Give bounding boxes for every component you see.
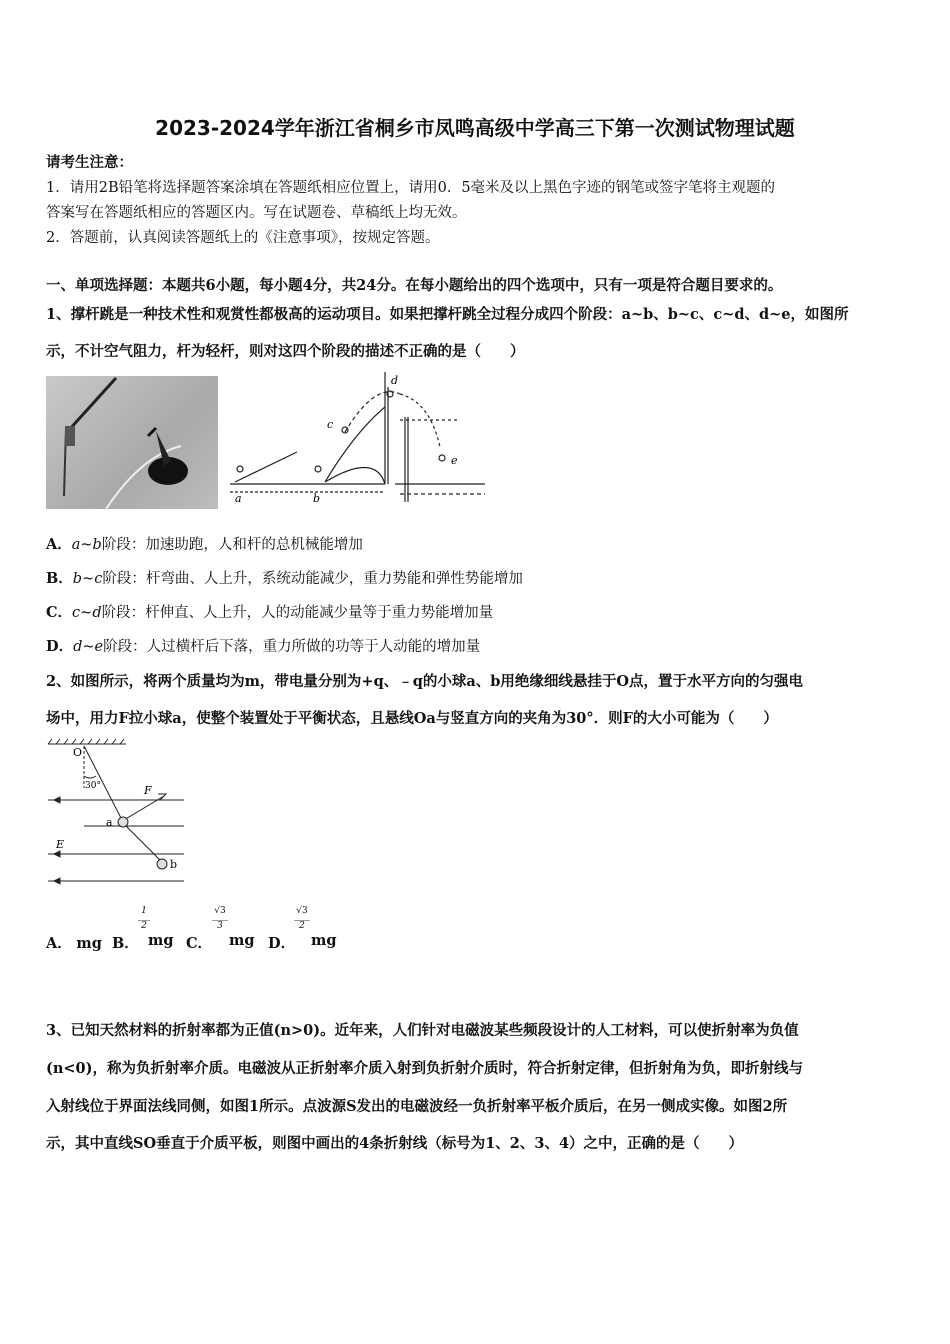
- q2-option-b-text: mg: [148, 932, 174, 949]
- q1-stem-line1: 1、撑杆跳是一种技术性和观赏性都极高的运动项目。如果把撑杆跳全过程分成四个阶段：a~b、b~c、c~d、d~e，如图所: [46, 306, 849, 323]
- label-b: b: [313, 492, 321, 505]
- q1-option-b[interactable]: B．b~c阶段：杆弯曲、人上升，系统动能减少，重力势能和弹性势能增加: [46, 570, 523, 587]
- label-angle: 30°: [85, 781, 101, 791]
- notice-heading: 请考生注意：: [46, 154, 133, 171]
- section-heading: 一、单项选择题：本题共6小题，每小题4分，共24分。在每小题给出的四个选项中，只有一项是符合题目要求的。: [46, 277, 783, 294]
- q2-stem-line1: 2、如图所示，将两个质量均为m，带电量分别为+q、﹣q的小球a、b用绝缘细线悬挂于O点，置于水平方向的匀强电: [46, 673, 804, 690]
- q2-option-a[interactable]: A． mg: [46, 935, 102, 952]
- q2-option-c-text: mg: [229, 932, 255, 949]
- notice-item1-line1: 1．请用2B铅笔将选择题答案涂填在答题纸相应位置上，请用0．5毫米及以上黑色字迹的钢笔或签字笔将主观题的: [46, 180, 776, 196]
- q2-option-c-fraction: $\frac{√3}{3}$: [212, 906, 228, 931]
- label-d: d: [391, 374, 399, 387]
- q3-stem-line2: (n<0)，称为负折射率介质。电磁波从正折射率介质入射到负折射介质时，符合折射定律，但折射角为负，即折射线与: [46, 1060, 803, 1077]
- notice-item1-line2: 答案写在答题纸相应的答题区内。写在试题卷、草稿纸上均无效。: [46, 205, 467, 221]
- label-f: F: [144, 784, 152, 797]
- q3-stem-line4: 示，其中直线SO垂直于介质平板，则图中画出的4条折射线（标号为1、2、3、4）之中，正确的是（ ）: [46, 1135, 744, 1152]
- q2-option-c[interactable]: C．: [186, 935, 213, 952]
- q2-option-d-fraction: $\frac{√3}{2}$: [294, 906, 310, 931]
- q2-option-b[interactable]: B．: [112, 935, 139, 952]
- label-e: e: [451, 454, 458, 467]
- q2-option-d-text: mg: [311, 932, 337, 949]
- q1-option-c[interactable]: C．c~d阶段：杆伸直、人上升，人的动能减少量等于重力势能增加量: [46, 604, 494, 621]
- q1-option-a[interactable]: A．a~b阶段：加速助跑，人和杆的总机械能增加: [46, 536, 363, 553]
- q1-stem-line2: 示，不计空气阻力，杆为轻杆，则对这四个阶段的描述不正确的是（ ）: [46, 343, 525, 360]
- label-a: a: [235, 492, 242, 505]
- q1-option-d[interactable]: D．d~e阶段：人过横杆后下落，重力所做的功等于人动能的增加量: [46, 638, 481, 655]
- label-e-field: E: [56, 838, 65, 851]
- q2-option-b-fraction: $\frac{1}{2}$: [138, 906, 150, 931]
- label-o: O: [73, 746, 83, 759]
- label-ball-b: b: [170, 858, 178, 871]
- q2-stem-line2: 场中，用力F拉小球a，使整个装置处于平衡状态，且悬线Oa与竖直方向的夹角为30°．则F的大小可能为（ ）: [46, 710, 778, 727]
- pole-vault-photo: [46, 376, 218, 509]
- q3-stem-line3: 入射线位于界面法线同侧，如图1所示。点波源S发出的电磁波经一负折射率平板介质后，在另一侧成实像。如图2所: [46, 1098, 788, 1115]
- label-ball-a: a: [106, 816, 113, 829]
- notice-item2: 2．答题前，认真阅读答题纸上的《注意事项》，按规定答题。: [46, 230, 440, 246]
- page-title: 2023-2024学年浙江省桐乡市凤鸣高级中学高三下第一次测试物理试题: [155, 116, 795, 140]
- q2-option-d[interactable]: D．: [268, 935, 296, 952]
- charged-balls-diagram: [44, 736, 186, 886]
- label-c: c: [327, 418, 334, 431]
- q3-stem-line1: 3、已知天然材料的折射率都为正值(n>0)。近年来，人们针对电磁波某些频段设计的人工材料，可以使折射率为负值: [46, 1022, 799, 1039]
- pole-vault-diagram: [225, 372, 495, 512]
